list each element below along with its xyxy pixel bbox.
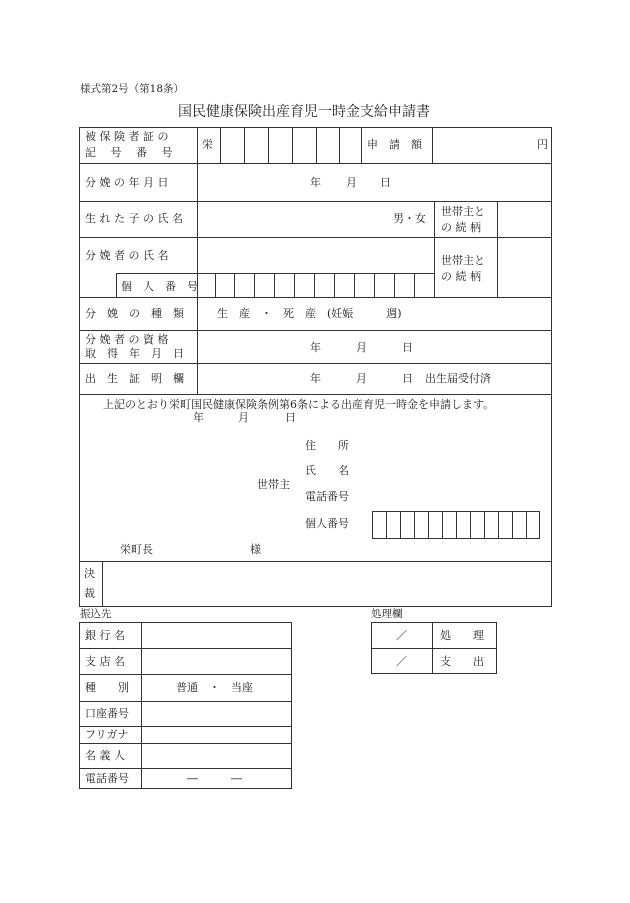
insured-prefix: 栄 <box>202 138 213 151</box>
child-relation-label-1: 世帯主と <box>441 205 485 218</box>
bank-phone-label: 電話番号 <box>85 772 129 785</box>
payment-label: 支 出 <box>440 655 484 668</box>
qualification-year: 年 <box>310 341 321 354</box>
birth-date-label: 分 娩 の 年 月 日 <box>85 176 169 189</box>
birth-type-label: 分 娩 の 種 類 <box>85 307 184 320</box>
honorific: 様 <box>250 543 261 556</box>
apply-amount-field[interactable] <box>433 127 551 163</box>
name-field[interactable] <box>360 460 545 480</box>
declaration-month: 月 <box>238 411 249 424</box>
child-name-label: 生 れ た 子 の 氏 名 <box>85 212 183 225</box>
decision-label-2: 裁 <box>84 587 95 600</box>
personal-number-label: 個 人 番 号 <box>121 280 198 293</box>
qualification-month: 月 <box>356 341 367 354</box>
apply-amount-label: 申 請 額 <box>367 138 422 151</box>
account-number-field[interactable] <box>142 702 291 725</box>
branch-label: 支 店 名 <box>85 655 125 668</box>
account-holder-field[interactable] <box>142 744 291 767</box>
declaration-day: 日 <box>285 411 296 424</box>
account-holder-label: 名 義 人 <box>85 749 125 762</box>
name-label: 氏 名 <box>305 464 349 477</box>
decision-label-1: 決 <box>84 567 95 580</box>
bank-name-field[interactable] <box>142 623 291 647</box>
account-type-options[interactable]: 普通 ・ 当座 <box>176 681 253 694</box>
child-relation-label-2: の 続 柄 <box>441 221 481 234</box>
mother-name-label: 分 娩 者 の 氏 名 <box>85 249 169 262</box>
qualification-date-field[interactable] <box>198 331 551 362</box>
mother-name-field[interactable] <box>198 238 433 272</box>
certificate-field[interactable] <box>198 364 551 393</box>
qualification-label-line1: 分 娩 者 の 資 格 <box>85 333 169 346</box>
processing-slash-1: ／ <box>396 629 407 642</box>
declaration-year: 年 <box>193 411 204 424</box>
address-field[interactable] <box>360 435 545 455</box>
account-number-label: 口座番号 <box>85 707 129 720</box>
certificate-month: 月 <box>356 372 367 385</box>
mother-relation-field[interactable] <box>498 238 551 296</box>
certificate-label: 出 生 証 明 欄 <box>85 372 184 385</box>
qualification-label-line2: 取 得 年 月 日 <box>85 347 184 360</box>
address-label: 住 所 <box>305 439 349 452</box>
yen-unit: 円 <box>537 138 548 151</box>
insured-label-line1: 被 保 険 者 証 の <box>85 130 169 143</box>
furigana-label: フリガナ <box>85 728 129 741</box>
birth-type-options[interactable]: 生 産 ・ 死 産 (妊娠 週) <box>217 307 402 320</box>
householder-label: 世帯主 <box>257 478 290 491</box>
furigana-field[interactable] <box>142 727 291 742</box>
insured-label-line2: 記 号 番 号 <box>85 146 173 159</box>
child-relation-field[interactable] <box>498 202 551 236</box>
birth-date-day: 日 <box>380 176 391 189</box>
declaration-text: 上記のとおり栄町国民健康保険条例第6条による出産育児一時金を申請します。 <box>103 398 495 411</box>
mother-relation-label-1: 世帯主と <box>441 254 485 267</box>
birth-date-month: 月 <box>346 176 357 189</box>
page-title: 国民健康保険出産育児一時金支給申請書 <box>178 104 430 120</box>
personal-no-label: 個人番号 <box>305 517 349 530</box>
mother-personal-number-field[interactable] <box>198 274 433 296</box>
processing-label: 処 理 <box>440 629 484 642</box>
bank-name-label: 銀 行 名 <box>85 629 125 642</box>
birth-report-status: 出生届受付済 <box>425 372 491 385</box>
certificate-day: 日 <box>402 372 413 385</box>
mayor-label: 栄町長 <box>120 543 153 556</box>
bank-phone-dashes[interactable]: ― ― <box>187 772 242 785</box>
certificate-year: 年 <box>310 372 321 385</box>
child-sex-option[interactable]: 男・女 <box>393 212 426 225</box>
processing-slash-2: ／ <box>396 655 407 668</box>
qualification-day: 日 <box>402 341 413 354</box>
account-type-label: 種 別 <box>85 681 129 694</box>
mother-relation-label-2: の 続 柄 <box>441 270 481 283</box>
child-name-field[interactable] <box>198 202 388 236</box>
branch-field[interactable] <box>142 649 291 673</box>
bank-heading: 振込先 <box>80 608 112 620</box>
birth-date-year: 年 <box>310 176 321 189</box>
phone-label: 電話番号 <box>305 490 349 503</box>
birth-date-field[interactable] <box>198 164 551 200</box>
phone-field[interactable] <box>360 486 545 506</box>
processing-heading: 処理欄 <box>371 608 403 620</box>
form-number: 様式第2号（第18条） <box>80 83 185 95</box>
